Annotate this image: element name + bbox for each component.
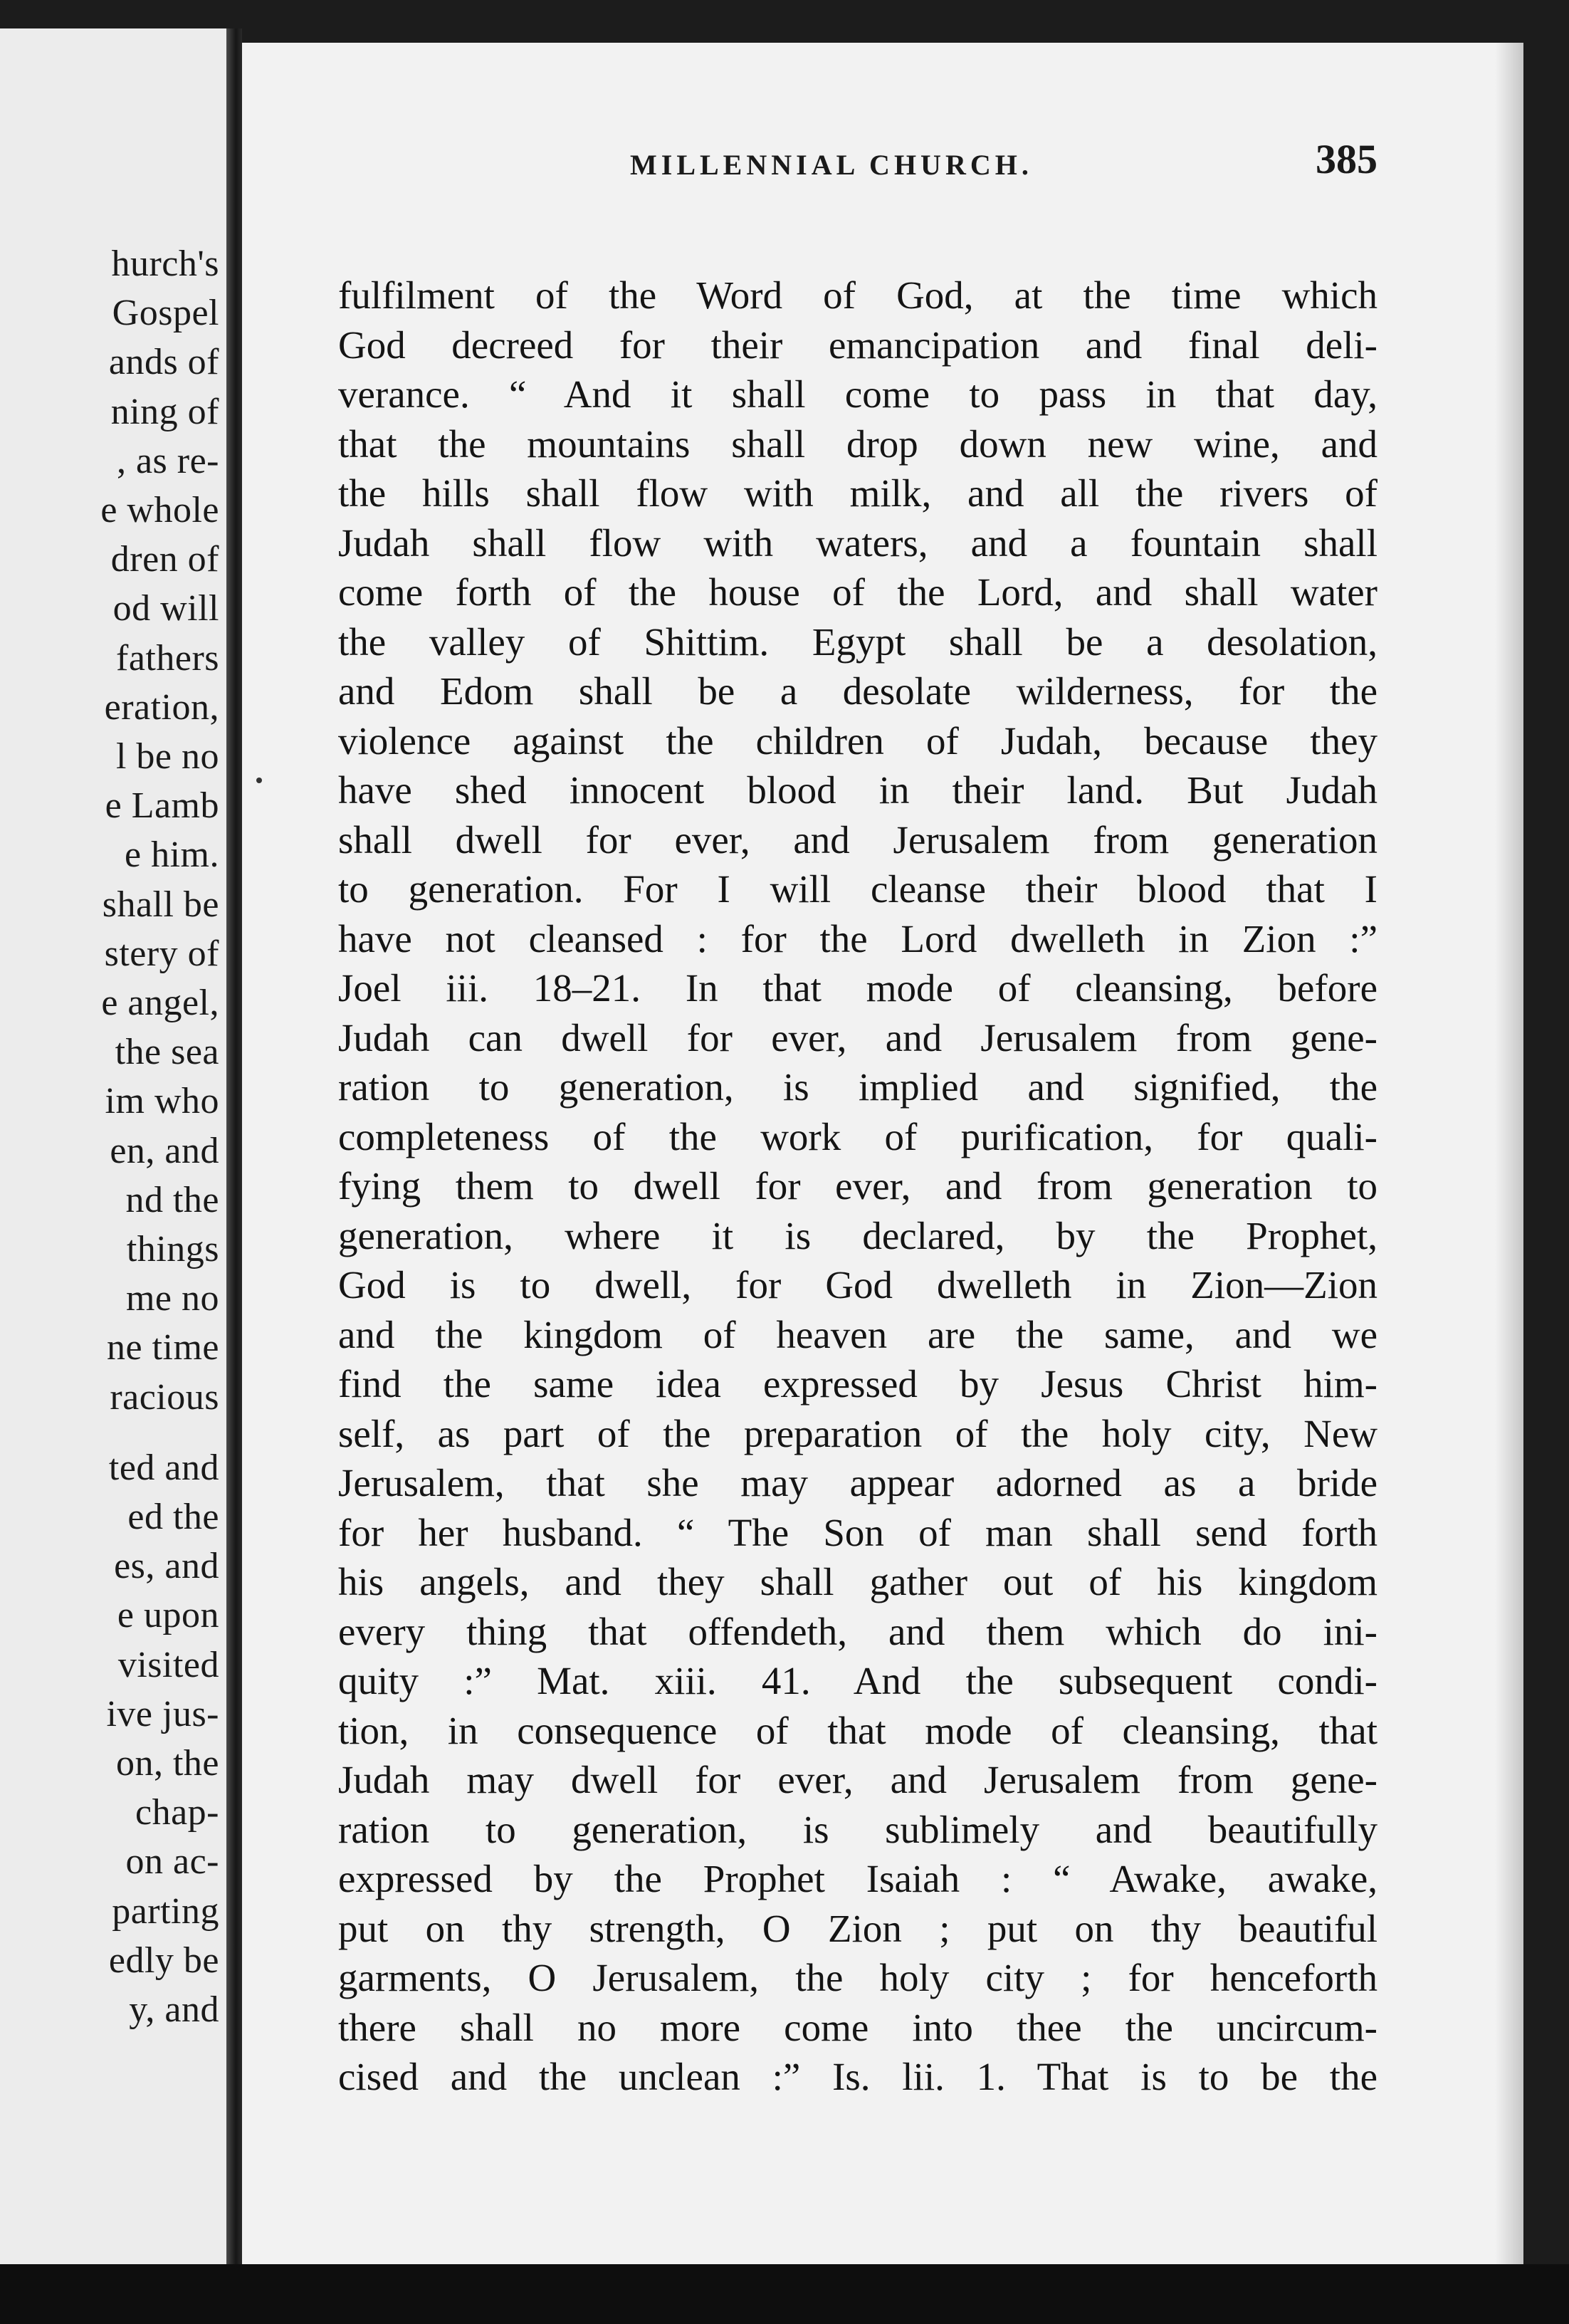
facing-page-line: ne time <box>106 1327 219 1368</box>
text-line: verance. “ And it shall come to pass in that day, <box>338 372 1378 416</box>
facing-page-line: , as re- <box>116 440 219 481</box>
text-line: put on thy strength, O Zion ; put on thy beautiful <box>338 1906 1378 1950</box>
text-line: quity :” Mat. xiii. 41. And the subsequent condi- <box>338 1659 1378 1702</box>
facing-page-line: dren of <box>110 539 219 580</box>
running-head: MILLENNIAL CHURCH. <box>630 149 1033 181</box>
facing-page-line: chap- <box>135 1792 219 1833</box>
text-line: the valley of Shittim. Egypt shall be a desolation, <box>338 619 1378 664</box>
facing-page-line: l be no <box>115 736 219 777</box>
facing-page-line: hurch's <box>111 244 219 284</box>
text-line: cised and the unclean :” Is. lii. 1. That is to be the <box>338 2055 1378 2098</box>
facing-page-line: parting <box>112 1890 219 1932</box>
text-line: Joel iii. 18–21. In that mode of cleansing, before <box>338 966 1378 1010</box>
text-line: God decreed for their emancipation and final deli- <box>338 323 1378 367</box>
text-line: Judah can dwell for ever, and Jerusalem from gene- <box>338 1015 1378 1059</box>
facing-page-left <box>0 28 226 2264</box>
facing-page-line: edly be <box>108 1940 219 1981</box>
facing-page-line: ning of <box>110 391 219 432</box>
text-line: for her husband. “ The Son of man shall send forth <box>338 1510 1378 1554</box>
text-line: garments, O Jerusalem, the holy city ; for henceforth <box>338 1956 1378 1999</box>
text-line: find the same idea expressed by Jesus Christ him- <box>338 1362 1378 1406</box>
text-line: have shed innocent blood in their land. But Judah <box>338 768 1378 812</box>
text-line: shall dwell for ever, and Jerusalem from generation <box>338 817 1378 862</box>
text-line: fying them to dwell for ever, and from generation to <box>338 1164 1378 1208</box>
text-line: ration to generation, is implied and signified, the <box>338 1065 1378 1109</box>
text-line: self, as part of the preparation of the holy city, New <box>338 1411 1378 1455</box>
text-line: violence against the children of Judah, because they <box>338 718 1378 763</box>
facing-page-line: y, and <box>129 1989 219 2030</box>
text-line: and Edom shall be a desolate wilderness, for the <box>338 669 1378 713</box>
text-line: to generation. For I will cleanse their blood that I <box>338 867 1378 911</box>
scan-bottom-edge <box>0 2264 1569 2324</box>
text-line: generation, where it is declared, by the Prophet, <box>338 1213 1378 1257</box>
facing-page-line: e angel, <box>101 983 219 1023</box>
text-line: completeness of the work of purification, for quali- <box>338 1114 1378 1158</box>
text-line: every thing that offendeth, and them which do ini- <box>338 1609 1378 1653</box>
facing-page-line: visited <box>117 1644 219 1685</box>
facing-page-line: things <box>126 1229 219 1270</box>
text-line: expressed by the Prophet Isaiah : “ Awake, awake, <box>338 1857 1378 1900</box>
facing-page-line: on, the <box>115 1743 219 1784</box>
facing-page-line: en, and <box>110 1130 219 1171</box>
facing-page-line: eration, <box>104 686 219 728</box>
text-line: God is to dwell, for God dwelleth in Zion—Zion <box>338 1263 1378 1307</box>
facing-page-line: e whole <box>100 490 219 530</box>
facing-page-line: me no <box>125 1278 219 1319</box>
facing-page-line: stery of <box>104 933 219 974</box>
text-line: Judah shall flow with waters, and a fountain shall <box>338 520 1378 565</box>
text-line: come forth of the house of the Lord, and shall water <box>338 570 1378 614</box>
facing-page-line: ive jus- <box>106 1693 219 1734</box>
text-line: tion, in consequence of that mode of cleansing, that <box>338 1708 1378 1752</box>
facing-page-line: Gospel <box>112 293 219 334</box>
facing-page-line: es, and <box>114 1546 219 1587</box>
text-line: Judah may dwell for ever, and Jerusalem from gene- <box>338 1758 1378 1801</box>
text-line: that the mountains shall drop down new wine, and <box>338 422 1378 466</box>
text-line: the hills shall flow with milk, and all the rivers of <box>338 471 1378 515</box>
facing-page-line: e upon <box>117 1595 219 1636</box>
book-page <box>242 43 1523 2264</box>
text-line: and the kingdom of heaven are the same, and we <box>338 1312 1378 1356</box>
text-line: ration to generation, is sublimely and beautifully <box>338 1807 1378 1851</box>
facing-page-line: nd the <box>125 1179 219 1220</box>
facing-page-line: od will <box>112 588 219 629</box>
facing-page-line: ed the <box>127 1497 219 1537</box>
facing-page-line: e him. <box>125 834 219 876</box>
facing-page-line: shall be <box>102 884 219 925</box>
text-line: there shall no more come into thee the uncircum- <box>338 2005 1378 2049</box>
text-line: fulfilment of the Word of God, at the time which <box>338 273 1378 317</box>
facing-page-line: on ac- <box>125 1841 219 1883</box>
book-gutter <box>226 28 242 2264</box>
facing-page-line: fathers <box>116 637 219 679</box>
text-line: have not cleansed : for the Lord dwelleth in Zion :” <box>338 916 1378 961</box>
text-line: Jerusalem, that she may appear adorned as a bride <box>338 1461 1378 1504</box>
page-number: 385 <box>1316 136 1378 182</box>
text-line: his angels, and they shall gather out of his kingdom <box>338 1560 1378 1603</box>
facing-page-line: the sea <box>115 1032 219 1073</box>
scan-speck <box>256 778 262 783</box>
facing-page-line: im who <box>105 1081 219 1122</box>
body-text <box>338 271 1378 2102</box>
facing-page-line: ted and <box>108 1447 219 1488</box>
facing-page-line: racious <box>110 1376 219 1418</box>
facing-page-line: ands of <box>108 342 219 383</box>
facing-page-line: e Lamb <box>105 785 219 827</box>
